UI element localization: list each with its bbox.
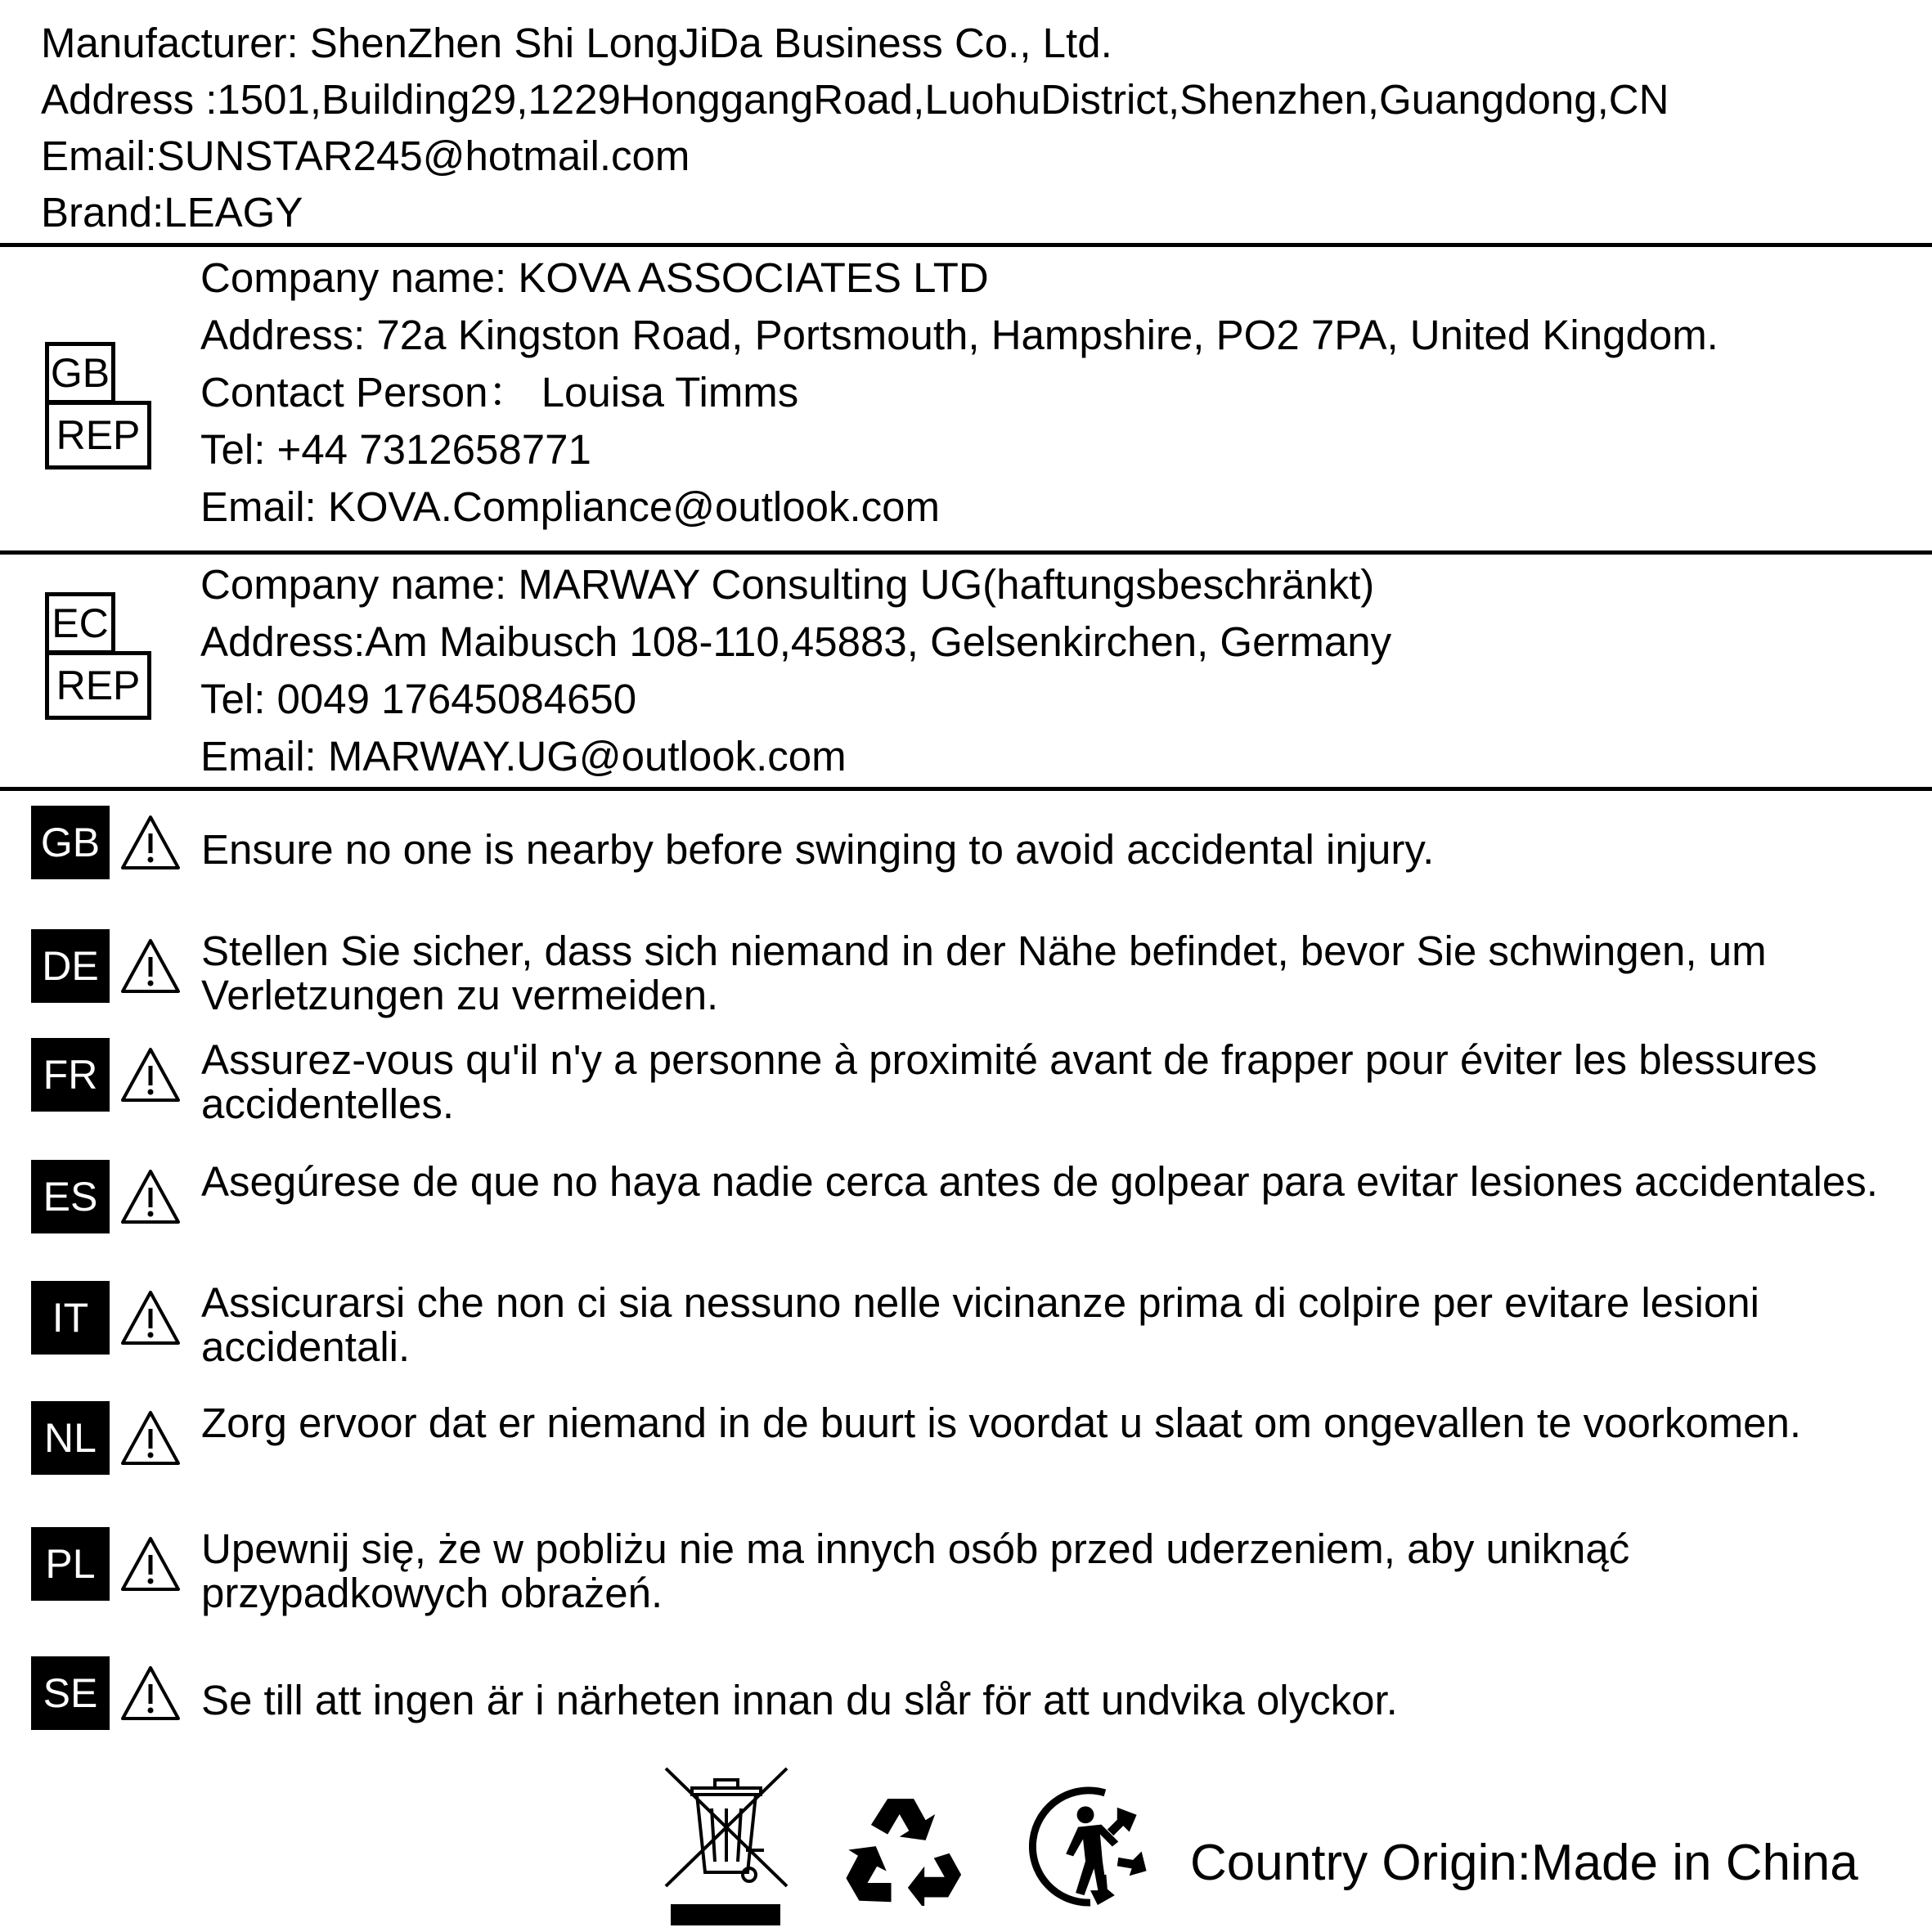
language-badge: IT (31, 1281, 110, 1355)
gb-rep-tel: Tel: +44 7312658771 (200, 426, 591, 473)
ec-rep-details (200, 556, 1391, 785)
warning-row-gb (31, 806, 1916, 904)
brand: Brand:LEAGY (41, 189, 303, 236)
language-badge: FR (31, 1038, 110, 1112)
divider (0, 550, 1932, 555)
tidyman-recycle-icon (1029, 1783, 1152, 1910)
warning-triangle-icon (119, 1168, 182, 1225)
language-badge: NL (31, 1401, 110, 1475)
manufacturer-address: Address :1501,Building29,1229HonggangRoad,LuohuDistrict,Shenzhen,Guangdong,CN (41, 76, 1669, 123)
ec-rep-symbol-bottom: REP (45, 651, 151, 720)
warning-text: Upewnij się, że w pobliżu nie ma innych osób przed uderzeniem, aby uniknąć przypadkowych obrażeń. (201, 1525, 1630, 1616)
ec-rep-email: Email: MARWAY.UG@outlook.com (200, 733, 847, 780)
gb-rep-contact: Contact Person： Louisa Timms (200, 369, 799, 416)
warning-triangle-icon (119, 1409, 182, 1467)
warning-triangle-icon (119, 1665, 182, 1722)
gb-rep-symbol (45, 342, 151, 473)
weee-crossed-bin-icon (661, 1764, 792, 1927)
recycle-icon (845, 1791, 964, 1906)
warning-triangle-icon (119, 1046, 182, 1103)
warning-row-es (31, 1160, 1916, 1258)
warning-text: Zorg ervoor dat er niemand in de buurt is voordat u slaat om ongevallen te voorkomen. (201, 1400, 1802, 1446)
warning-triangle-icon (119, 1535, 182, 1593)
warning-text: Ensure no one is nearby before swinging to avoid accidental injury. (201, 826, 1435, 873)
warning-triangle-icon (119, 1289, 182, 1346)
warning-text: Assicurarsi che non ci sia nessuno nelle vicinanze prima di colpire per evitare lesioni accidentali. (201, 1279, 1759, 1370)
ec-rep-symbol-top: EC (45, 592, 115, 654)
ec-rep-company: Company name: MARWAY Consulting UG(haftungsbeschränkt) (200, 561, 1375, 608)
country-origin: Country Origin:Made in China (1190, 1835, 1858, 1891)
warning-row-it (31, 1281, 1916, 1379)
gb-rep-symbol-bottom: REP (45, 401, 151, 470)
warning-triangle-icon (119, 814, 182, 871)
warning-text: Asegúrese de que no haya nadie cerca antes de golpear para evitar lesiones accidentales. (201, 1158, 1878, 1205)
language-badge: ES (31, 1160, 110, 1233)
manufacturer-block (41, 15, 1669, 240)
warning-triangle-icon (119, 937, 182, 995)
warning-row-fr (31, 1038, 1916, 1136)
gb-rep-email: Email: KOVA.Compliance@outlook.com (200, 483, 941, 530)
warning-text: Stellen Sie sicher, dass sich niemand in der Nähe befindet, bevor Sie schwingen, um Verletzungen zu vermeiden. (201, 928, 1767, 1018)
language-badge: PL (31, 1527, 110, 1601)
warning-text: Se till att ingen är i närheten innan du slår för att undvika olyckor. (201, 1677, 1398, 1723)
gb-rep-details (200, 249, 1719, 536)
gb-rep-address: Address: 72a Kingston Road, Portsmouth, Hampshire, PO2 7PA, United Kingdom. (200, 312, 1719, 358)
gb-rep-symbol-top: GB (45, 342, 115, 404)
ec-rep-address: Address:Am Maibusch 108-110,45883, Gelsenkirchen, Germany (200, 618, 1392, 665)
warning-row-nl (31, 1401, 1916, 1499)
manufacturer-name: Manufacturer: ShenZhen Shi LongJiDa Business Co., Ltd. (41, 20, 1112, 66)
language-badge: SE (31, 1656, 110, 1730)
ec-rep-tel: Tel: 0049 17645084650 (200, 676, 637, 722)
ec-rep-symbol (45, 592, 151, 723)
language-badge: GB (31, 806, 110, 879)
footer-symbols (0, 1759, 1932, 1930)
warning-row-se (31, 1656, 1916, 1755)
warning-text: Assurez-vous qu'il n'y a personne à proximité avant de frapper pour éviter les blessures accidentelles. (201, 1036, 1817, 1127)
manufacturer-email: Email:SUNSTAR245@hotmail.com (41, 133, 690, 179)
divider (0, 787, 1932, 791)
warning-row-pl (31, 1527, 1916, 1625)
warning-row-de (31, 929, 1916, 1027)
divider (0, 243, 1932, 247)
gb-rep-company: Company name: KOVA ASSOCIATES LTD (200, 254, 989, 301)
language-badge: DE (31, 929, 110, 1003)
